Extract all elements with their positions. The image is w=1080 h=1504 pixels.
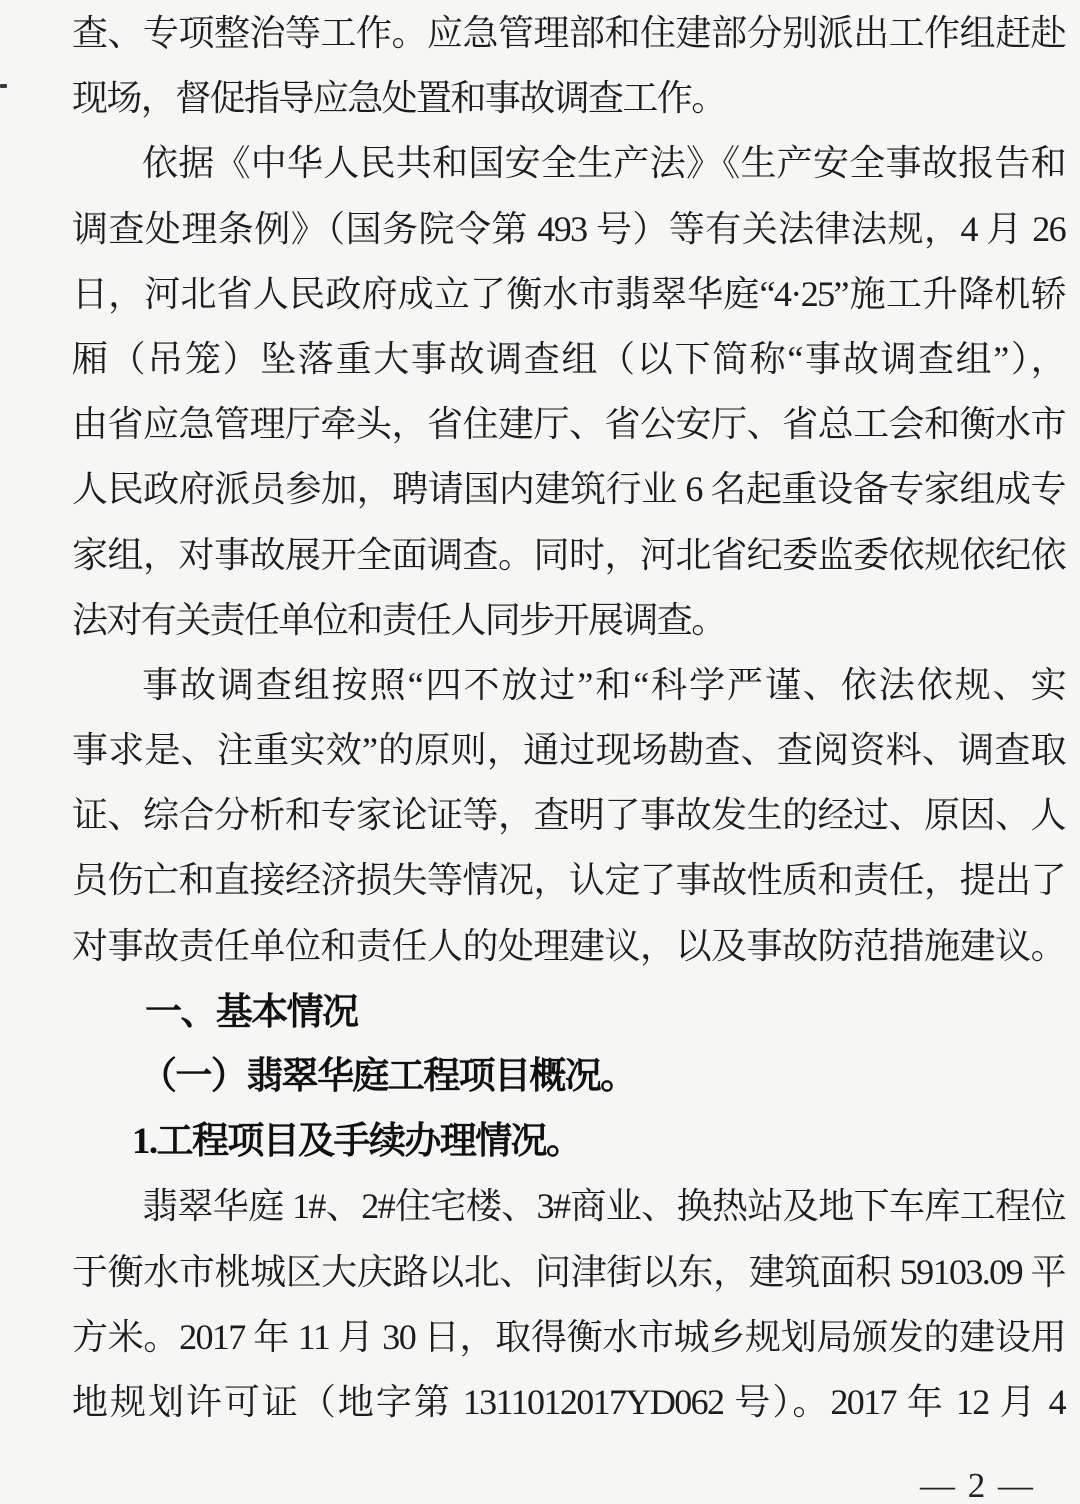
text-line: 调查处理条例》（国务院令第 493 号）等有关法律法规，4 月 26 — [72, 208, 1065, 249]
page-number: — 2 — — [920, 1466, 1035, 1504]
text-line: 家组，对事故展开全面调查。同时，河北省纪委监委依规依纪依 — [72, 534, 1065, 575]
scan-edge-artifact — [0, 84, 7, 88]
text-line: 日，河北省人民政府成立了衡水市翡翠华庭“4·25”施工升降机轿 — [72, 273, 1065, 314]
heading-line: （一）翡翠华庭工程项目概况。 — [140, 1056, 636, 1097]
text-line: 翡翠华庭 1#、2#住宅楼、3#商业、换热站及地下车库工程位 — [142, 1186, 1065, 1227]
text-line: 事求是、注重实效”的原则，通过现场勘查、查阅资料、调查取 — [72, 730, 1065, 771]
text-line: 厢（吊笼）坠落重大事故调查组（以下简称“事故调查组”）， — [72, 338, 1065, 379]
text-line: 对事故责任单位和责任人的处理建议，以及事故防范措施建议。 — [72, 925, 1065, 966]
text-line: 方米。2017 年 11 月 30 日，取得衡水市城乡规划局颁发的建设用 — [72, 1316, 1065, 1357]
text-line: 依据《中华人民共和国安全生产法》《生产安全事故报告和 — [142, 143, 1065, 184]
heading-line: 1.工程项目及手续办理情况。 — [132, 1121, 582, 1163]
heading-line: 一、基本情况 — [145, 990, 358, 1032]
text-line: 法对有关责任单位和责任人同步开展调查。 — [72, 599, 726, 640]
text-line: 员伤亡和直接经济损失等情况，认定了事故性质和责任，提出了 — [72, 860, 1065, 901]
document-text-block — [72, 1, 1065, 1435]
text-line: 查、专项整治等工作。应急管理部和住建部分别派出工作组赶赴 — [72, 13, 1065, 53]
text-line: 由省应急管理厅牵头，省住建厅、省公安厅、省总工会和衡水市 — [72, 404, 1065, 445]
text-line: 现场，督促指导应急处置和事故调查工作。 — [72, 78, 726, 119]
text-line: 于衡水市桃城区大庆路以北、问津街以东，建筑面积 59103.09 平 — [72, 1251, 1065, 1292]
text-line: 人民政府派员参加，聘请国内建筑行业 6 名起重设备专家组成专 — [72, 469, 1065, 510]
text-line: 事故调查组按照“四不放过”和“科学严谨、依法依规、实 — [142, 664, 1065, 705]
text-line: 证、综合分析和专家论证等，查明了事故发生的经过、原因、人 — [72, 795, 1065, 836]
text-line: 地规划许可证（地字第 1311012017YD062 号）。2017 年 12 月 4 — [72, 1381, 1065, 1422]
